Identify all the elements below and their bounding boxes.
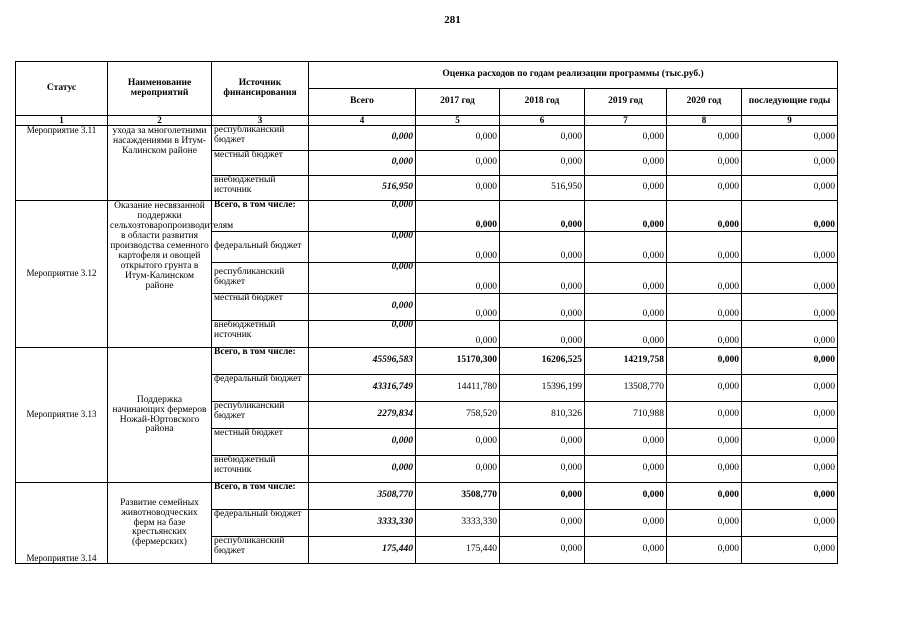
page-number: 281: [444, 14, 461, 26]
funding-source: внебюджетный источник: [212, 321, 309, 348]
activity-name: Оказание несвязанной поддержки сельхозтоваропроизводителям в области развития производства семенного картофеля и овощей открытого грунта в Итум-Калинском районе: [108, 201, 212, 348]
value-cell: 0,000: [667, 483, 742, 510]
header-year: 2018 год: [500, 89, 585, 116]
column-number: 1: [16, 116, 108, 126]
value-cell: 0,000: [500, 429, 585, 456]
value-cell: 0,000: [667, 263, 742, 294]
value-cell: 710,988: [585, 402, 667, 429]
funding-source: внебюджетный источник: [212, 456, 309, 483]
total-value: 43316,749: [309, 375, 416, 402]
value-cell: 0,000: [500, 321, 585, 348]
value-cell: 0,000: [585, 294, 667, 321]
funding-source: Всего, в том числе:: [212, 348, 309, 375]
total-value: 175,440: [309, 537, 416, 564]
value-cell: 0,000: [585, 321, 667, 348]
total-value: 0,000: [309, 151, 416, 176]
value-cell: 0,000: [742, 232, 838, 263]
total-value: 3508,770: [309, 483, 416, 510]
total-value: 0,000: [309, 126, 416, 151]
column-number: 2: [108, 116, 212, 126]
status-cell: Мероприятие 3.11: [16, 126, 108, 201]
table-row: [16, 201, 838, 232]
column-number: 8: [667, 116, 742, 126]
table-row: [16, 483, 838, 510]
funding-source: местный бюджет: [212, 429, 309, 456]
value-cell: 0,000: [585, 176, 667, 201]
status-cell: Мероприятие 3.14: [16, 483, 108, 564]
value-cell: 0,000: [742, 126, 838, 151]
value-cell: 0,000: [742, 348, 838, 375]
value-cell: 0,000: [742, 151, 838, 176]
value-cell: 14219,758: [585, 348, 667, 375]
value-cell: 0,000: [500, 537, 585, 564]
header-estimate: Оценка расходов по годам реализации программы (тыс.руб.): [309, 62, 838, 89]
value-cell: 0,000: [500, 483, 585, 510]
value-cell: 0,000: [667, 348, 742, 375]
value-cell: 0,000: [416, 456, 500, 483]
value-cell: 175,440: [416, 537, 500, 564]
funding-source: Всего, в том числе:: [212, 483, 309, 510]
table-row: [16, 126, 838, 151]
value-cell: 0,000: [416, 294, 500, 321]
header-year: 2020 год: [667, 89, 742, 116]
value-cell: 0,000: [585, 510, 667, 537]
funding-source: местный бюджет: [212, 294, 309, 321]
value-cell: 0,000: [585, 429, 667, 456]
funding-source: республиканский бюджет: [212, 402, 309, 429]
column-number: 5: [416, 116, 500, 126]
total-value: 0,000: [309, 321, 416, 348]
value-cell: 0,000: [667, 510, 742, 537]
value-cell: 0,000: [416, 126, 500, 151]
header-year: последующие годы: [742, 89, 838, 116]
value-cell: 0,000: [742, 429, 838, 456]
funding-source: внебюджетный источник: [212, 176, 309, 201]
value-cell: 13508,770: [585, 375, 667, 402]
value-cell: 0,000: [742, 456, 838, 483]
total-value: 0,000: [309, 232, 416, 263]
header-source: Источник финансирования: [212, 62, 309, 116]
value-cell: 0,000: [585, 232, 667, 263]
value-cell: 0,000: [667, 537, 742, 564]
value-cell: 14411,780: [416, 375, 500, 402]
header-name: Наименование мероприятий: [108, 62, 212, 116]
value-cell: 0,000: [416, 151, 500, 176]
value-cell: 0,000: [416, 321, 500, 348]
value-cell: 0,000: [742, 537, 838, 564]
value-cell: 0,000: [742, 294, 838, 321]
column-number: 6: [500, 116, 585, 126]
value-cell: 0,000: [742, 375, 838, 402]
value-cell: 0,000: [667, 126, 742, 151]
value-cell: 0,000: [667, 456, 742, 483]
value-cell: 0,000: [742, 201, 838, 232]
total-value: 0,000: [309, 294, 416, 321]
value-cell: 3333,330: [416, 510, 500, 537]
column-number: 3: [212, 116, 309, 126]
value-cell: 0,000: [416, 201, 500, 232]
value-cell: 0,000: [742, 263, 838, 294]
column-number: 4: [309, 116, 416, 126]
total-value: 516,950: [309, 176, 416, 201]
column-number: 9: [742, 116, 838, 126]
value-cell: 0,000: [416, 429, 500, 456]
value-cell: 0,000: [500, 151, 585, 176]
value-cell: 16206,525: [500, 348, 585, 375]
value-cell: 0,000: [500, 263, 585, 294]
value-cell: 0,000: [500, 294, 585, 321]
total-value: 0,000: [309, 263, 416, 294]
value-cell: 3508,770: [416, 483, 500, 510]
value-cell: 0,000: [742, 176, 838, 201]
total-value: 0,000: [309, 429, 416, 456]
header-status: Статус: [16, 62, 108, 116]
value-cell: 0,000: [585, 483, 667, 510]
budget-table: [15, 61, 838, 564]
value-cell: 0,000: [585, 201, 667, 232]
value-cell: 0,000: [585, 537, 667, 564]
value-cell: 0,000: [742, 402, 838, 429]
value-cell: 15170,300: [416, 348, 500, 375]
value-cell: 0,000: [416, 232, 500, 263]
value-cell: 0,000: [667, 294, 742, 321]
value-cell: 0,000: [585, 126, 667, 151]
total-value: 2279,834: [309, 402, 416, 429]
value-cell: 0,000: [667, 232, 742, 263]
value-cell: 0,000: [585, 151, 667, 176]
value-cell: 0,000: [500, 201, 585, 232]
total-value: 0,000: [309, 456, 416, 483]
header-year: 2017 год: [416, 89, 500, 116]
value-cell: 15396,199: [500, 375, 585, 402]
value-cell: 0,000: [416, 176, 500, 201]
value-cell: 0,000: [742, 321, 838, 348]
value-cell: 516,950: [500, 176, 585, 201]
funding-source: федеральный бюджет: [212, 375, 309, 402]
table-row: [16, 348, 838, 375]
total-value: 45596,583: [309, 348, 416, 375]
value-cell: 0,000: [742, 510, 838, 537]
value-cell: 0,000: [500, 232, 585, 263]
funding-source: федеральный бюджет: [212, 232, 309, 263]
status-cell: Мероприятие 3.13: [16, 348, 108, 483]
activity-name: Поддержка начинающих фермеров Ножай-Юртовского района: [108, 348, 212, 483]
value-cell: 0,000: [667, 402, 742, 429]
value-cell: 0,000: [667, 176, 742, 201]
value-cell: 0,000: [585, 263, 667, 294]
total-value: 0,000: [309, 201, 416, 232]
value-cell: 0,000: [667, 429, 742, 456]
value-cell: 0,000: [742, 483, 838, 510]
status-cell: Мероприятие 3.12: [16, 201, 108, 348]
activity-name: Развитие семейных животноводческих ферм на базе крестьянских (фермерских): [108, 483, 212, 564]
funding-source: республиканский бюджет: [212, 263, 309, 294]
funding-source: федеральный бюджет: [212, 510, 309, 537]
value-cell: 0,000: [500, 126, 585, 151]
funding-source: местный бюджет: [212, 151, 309, 176]
value-cell: 810,326: [500, 402, 585, 429]
value-cell: 0,000: [416, 263, 500, 294]
value-cell: 0,000: [667, 151, 742, 176]
funding-source: республиканский бюджет: [212, 126, 309, 151]
header-year: 2019 год: [585, 89, 667, 116]
activity-name: ухода за многолетними насаждениями в Итум-Калинском районе: [108, 126, 212, 201]
value-cell: 758,520: [416, 402, 500, 429]
total-value: 3333,330: [309, 510, 416, 537]
header-year: Всего: [309, 89, 416, 116]
funding-source: республиканский бюджет: [212, 537, 309, 564]
column-number: 7: [585, 116, 667, 126]
value-cell: 0,000: [500, 456, 585, 483]
funding-source: Всего, в том числе:: [212, 201, 309, 232]
value-cell: 0,000: [585, 456, 667, 483]
value-cell: 0,000: [667, 375, 742, 402]
value-cell: 0,000: [500, 510, 585, 537]
value-cell: 0,000: [667, 201, 742, 232]
value-cell: 0,000: [667, 321, 742, 348]
